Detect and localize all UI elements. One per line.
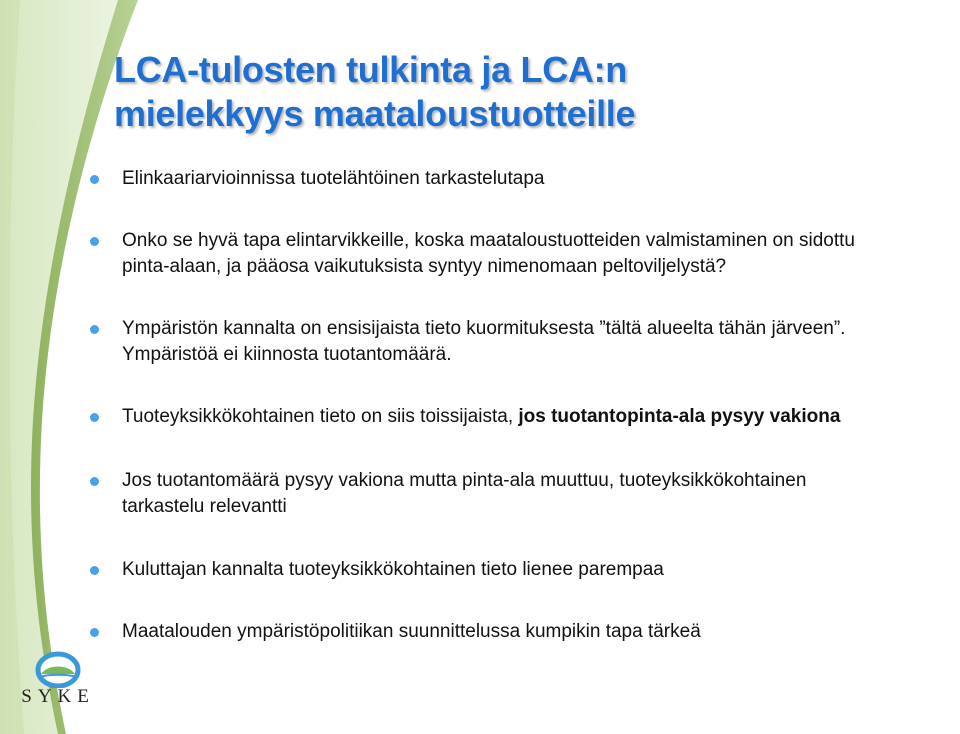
bullet-dot-icon (90, 175, 99, 184)
bullet-dot-icon (90, 477, 99, 486)
bullet-text: Tuoteyksikkökohtainen tieto on siis toissijaista, jos tuotantopinta-ala pysyy vakiona (122, 406, 841, 427)
bullet-emphasis: jos tuotantopinta-ala pysyy vakiona (518, 406, 841, 427)
bullet-dot-icon (90, 325, 99, 334)
syke-logo-icon (14, 648, 102, 688)
bullet-dot-icon (90, 413, 99, 422)
bullet-text: Kuluttajan kannalta tuoteyksikkökohtainen tieto lienee parempaa (122, 559, 664, 580)
logo-wordmark: SYKE (21, 686, 95, 707)
title-line-1: LCA-tulosten tulkinta ja LCA:n (114, 49, 627, 90)
syke-logo (14, 648, 102, 710)
bullet-text: Maatalouden ympäristöpolitiikan suunnittelussa kumpikin tapa tärkeä (122, 621, 701, 642)
bullet-text: Ympäristön kannalta on ensisijaista tieto kuormituksesta ”tältä alueelta tähän järveen”. Ympäristöä ei kiinnosta tuotantomäärä. (122, 318, 846, 365)
bullet-dot-icon (90, 566, 99, 575)
bullet-text: Onko se hyvä tapa elintarvikkeille, koska maataloustuotteiden valmistaminen on sidottu pinta-alaan, ja pääosa vaikutuksista syntyy nimenomaan peltoviljelystä? (122, 230, 855, 277)
title-line-2: mielekkyys maataloustuotteille (114, 93, 636, 134)
slide-title (114, 48, 934, 136)
bullet-dot-icon (90, 628, 99, 637)
bullet-text: Elinkaariarvioinnissa tuotelähtöinen tarkastelutapa (122, 168, 545, 189)
bullet-text: Jos tuotantomäärä pysyy vakiona mutta pinta-ala muuttuu, tuoteyksikkökohtainen tarkastelu relevantti (122, 470, 807, 517)
bullet-dot-icon (90, 237, 99, 246)
